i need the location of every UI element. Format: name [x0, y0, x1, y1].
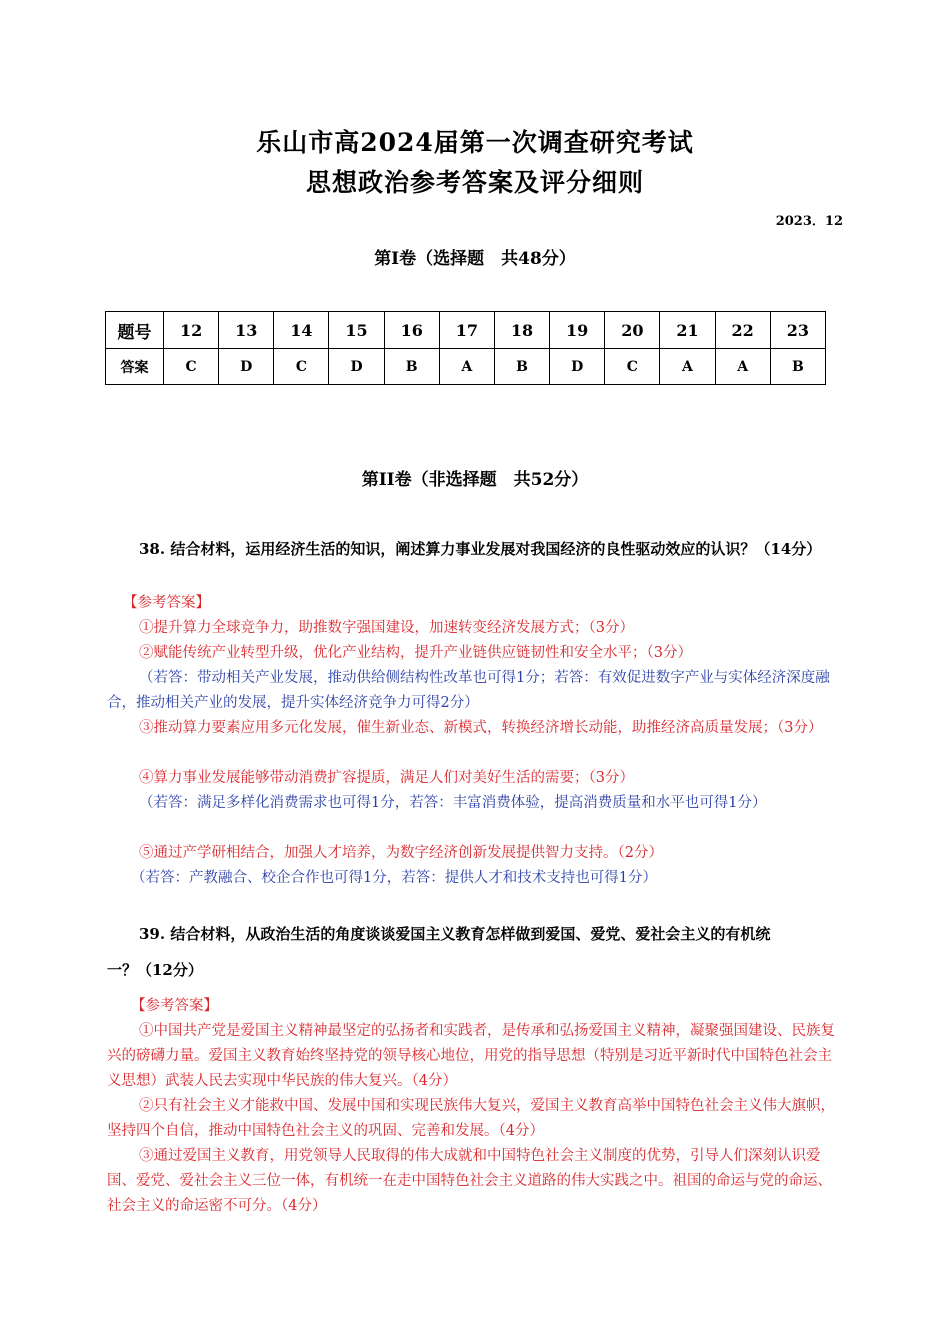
table-cell: D: [219, 349, 274, 385]
section-1-title: 第I卷（选择题 共48分）: [374, 249, 576, 269]
title-line-1: 乐山市高2024届第一次调查研究考试: [256, 128, 694, 157]
table-cell: 17: [439, 312, 494, 349]
section-2-title: 第II卷（非选择题 共52分）: [361, 470, 589, 490]
question-38: 38. 结合材料，运用经济生活的知识，阐述算力事业发展对我国经济的良性驱动效应的认识？（14分）: [139, 540, 822, 558]
table-cell: B: [770, 349, 825, 385]
table-cell: D: [329, 349, 384, 385]
table-cell: 16: [384, 312, 439, 349]
table-cell: 21: [660, 312, 715, 349]
table-cell: A: [439, 349, 494, 385]
q39-point-2: ②只有社会主义才能救中国、发展中国和实现民族伟大复兴，爱国主义教育高举中国特色社会主义伟大旗帜，坚持四个自信，推动中国特色社会主义的巩固、完善和发展。（4分）: [107, 1098, 835, 1139]
q39-point-3: ③通过爱国主义教育，用党领导人民取得的伟大成就和中国特色社会主义制度的优势，引导人们深刻认识爱国、爱党、爱社会主义三位一体，有机统一在走中国特色社会主义道路的伟大实践之中。祖国的命运与党的命运、社会主义的命运密不可分。（4分）: [107, 1148, 832, 1214]
table-cell: C: [605, 349, 660, 385]
table-cell: C: [164, 349, 219, 385]
table-cell: 22: [715, 312, 770, 349]
question-number-row: [106, 312, 826, 349]
row-label: 答案: [106, 349, 164, 385]
row-label: 题号: [106, 312, 164, 349]
title-line-2: 思想政治参考答案及评分细则: [305, 168, 644, 197]
table-cell: 19: [550, 312, 605, 349]
q38-note-2: （若答：带动相关产业发展，推动供给侧结构性改革也可得1分；若答：有效促进数字产业与实体经济深度融合，推动相关产业的发展，提升实体经济竞争力可得2分）: [107, 670, 830, 711]
table-cell: 12: [164, 312, 219, 349]
reference-answer-label: 【参考答案】: [131, 998, 218, 1014]
reference-answer-label: 【参考答案】: [123, 595, 210, 611]
table-cell: 14: [274, 312, 329, 349]
table-cell: A: [715, 349, 770, 385]
document-date: 2023．12: [775, 214, 843, 229]
answer-table: [105, 311, 826, 385]
q38-point-1: ①提升算力全球竞争力，助推数字强国建设，加速转变经济发展方式；（3分）: [139, 620, 634, 636]
table-cell: 20: [605, 312, 660, 349]
q38-note-5: （若答：产教融合、校企合作也可得1分，若答：提供人才和技术支持也可得1分）: [131, 870, 657, 886]
table-cell: B: [494, 349, 549, 385]
q38-point-5: ⑤通过产学研相结合，加强人才培养，为数字经济创新发展提供智力支持。（2分）: [139, 845, 663, 861]
q38-note-4: （若答：满足多样化消费需求也可得1分，若答：丰富消费体验，提高消费质量和水平也可得1分）: [139, 795, 767, 811]
table-cell: C: [274, 349, 329, 385]
q38-point-3: ③推动算力要素应用多元化发展，催生新业态、新模式，转换经济增长动能，助推经济高质量发展；（3分）: [139, 720, 823, 736]
table-cell: B: [384, 349, 439, 385]
question-39-cont: 一？（12分）: [107, 961, 203, 979]
table-cell: 18: [494, 312, 549, 349]
table-cell: 23: [770, 312, 825, 349]
q39-point-1: ①中国共产党是爱国主义精神最坚定的弘扬者和实践者，是传承和弘扬爱国主义精神，凝聚强国建设、民族复兴的磅礴力量。爱国主义教育始终坚持党的领导核心地位，用党的指导思想（特别是习近平新时代中国特色社会主义思想）武装人民去实现中华民族的伟大复兴。（4分）: [107, 1023, 835, 1089]
question-39: 39. 结合材料，从政治生活的角度谈谈爱国主义教育怎样做到爱国、爱党、爱社会主义的有机统: [139, 925, 771, 943]
q38-point-4: ④算力事业发展能够带动消费扩容提质，满足人们对美好生活的需要；（3分）: [139, 770, 634, 786]
q38-point-2: ②赋能传统产业转型升级，优化产业结构，提升产业链供应链韧性和安全水平；（3分）: [139, 645, 692, 661]
table-cell: 13: [219, 312, 274, 349]
table-cell: A: [660, 349, 715, 385]
table-cell: D: [550, 349, 605, 385]
answer-row: [106, 349, 826, 385]
table-cell: 15: [329, 312, 384, 349]
